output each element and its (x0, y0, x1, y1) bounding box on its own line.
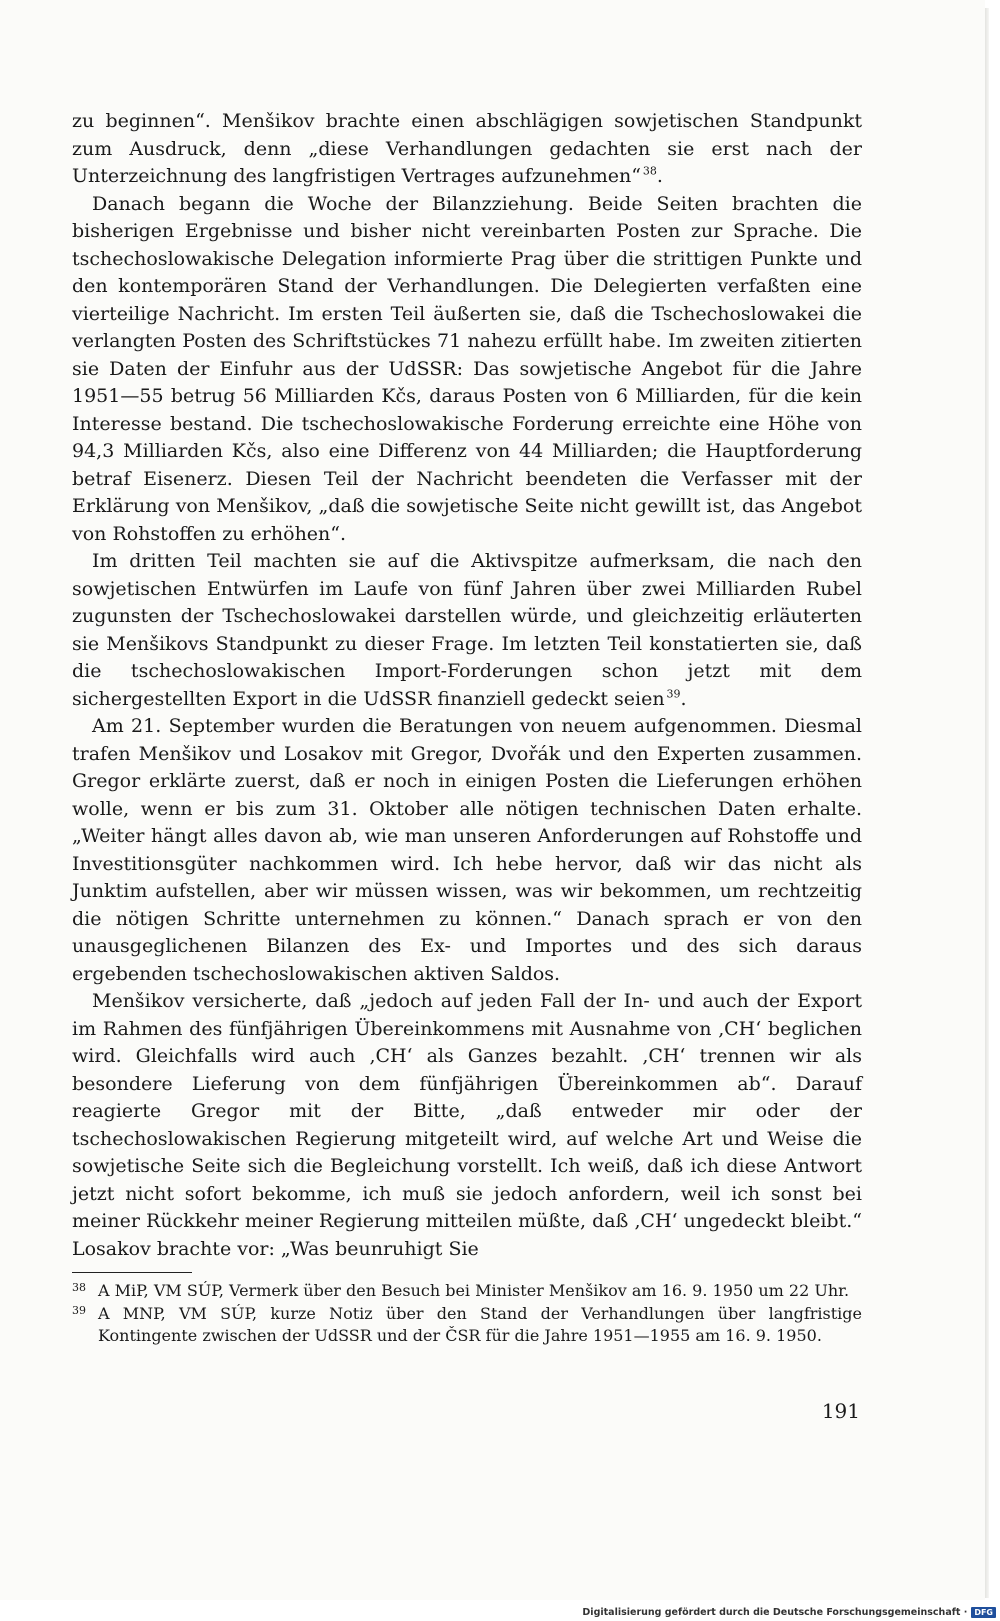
footnote-39 (72, 1303, 862, 1347)
body-text (72, 108, 862, 1263)
paragraph-3: Im dritten Teil machten sie auf die Aktivspitze aufmerksam, die nach den sowjetischen Entwürfen im Laufe von fünf Jahren über zwei Milliarden Rubel zugunsten der Tschechoslowakei darstellen würde, und gleichzeitig erläuterten sie Menšikovs Standpunkt zu dieser Frage. Im letzten Teil konstatierten sie, daß die tschechoslowakischen Import-Forderungen schon jetzt mit dem sichergestellten Export in die UdSSR finanziell gedeckt seien $^{39}$. (72, 550, 862, 710)
funding-banner-text: Digitalisierung gefördert durch die Deutsche Forschungsgemeinschaft · (582, 1606, 968, 1618)
paragraph-1: zu beginnen“. Menšikov brachte einen abschlägigen sowjetischen Standpunkt zum Ausdruck, denn „diese Verhandlungen gedachten sie erst nach der Unterzeichnung des langfristigen Vertrages aufzunehmen“ $^{38}$. (72, 110, 862, 187)
paragraph-3-text: Im dritten Teil machten sie auf die Aktivspitze aufmerksam, die nach den sowjetischen Entwürfen im Laufe von fünf Jahren über zwei Milliarden Rubel zugunsten der Tschechoslowakei darstellen würde, und gleichzeitig erläuterten sie Menšikovs Standpunkt zu dieser Frage. Im letzten Teil konstatierten sie, daß die tschechoslowakischen Import-Forderungen schon jetzt mit dem sichergestellten Export in die UdSSR finanziell gedeckt seien (72, 550, 862, 710)
paragraph-5: Menšikov versicherte, daß „jedoch auf jeden Fall der In- und auch der Export im Rahmen des fünfjährigen Übereinkommens mit Ausnahme von ‚CH‘ beglichen wird. Gleichfalls wird auch ‚CH‘ als Ganzes bezahlt. ‚CH‘ trennen wir als besondere Lieferung von dem fünfjährigen Übereinkommen ab“. Darauf reagierte Gregor mit der Bitte, „daß entweder mir oder der tschechoslowakischen Regierung mitgeteilt wird, auf welche Art und Weise die sowjetische Seite sich die Begleichung vorstellt. Ich weiß, daß ich diese Antwort jetzt nicht sofort bekomme, ich muß sie jedoch anfordern, weil ich sonst bei meiner Rückkehr meiner Regierung mitteilen müßte, daß ‚CH‘ ungedeckt bleibt.“ Losakov brachte vor: „Was beunruhigt Sie (72, 990, 862, 1260)
footnote-text: A MiP, VM SÚP, Vermerk über den Besuch bei Minister Menšikov am 16. 9. 1950 um 22 Uhr. (98, 1281, 850, 1300)
footnote-ref-38: 38 (642, 164, 657, 178)
footnote-text: A MNP, VM SÚP, kurze Notiz über den Stand der Verhandlungen über langfristige Kontingente zwischen der UdSSR und der ČSR für die Jahre 1951—1955 am 16. 9. 1950. (98, 1304, 862, 1345)
footnote-number: 39 (72, 1304, 86, 1317)
page-number: 191 (821, 1399, 860, 1423)
paragraph-2: Danach begann die Woche der Bilanzziehung. Beide Seiten brachten die bisherigen Ergebnisse und bisher nicht vereinbarten Posten zur Sprache. Die tschechoslowakische Delegation informierte Prag über die strittigen Punkte und den kontemporären Stand der Verhandlungen. Die Delegierten verfaßten eine vierteilige Nachricht. Im ersten Teil äußerten sie, daß die Tschechoslowakei die verlangten Posten des Schriftstückes 71 nahezu erfüllt habe. Im zweiten zitierten sie Daten der Einfuhr aus der UdSSR: Das sowjetische Angebot für die Jahre 1951—55 betrug 56 Milliarden Kčs, daraus Posten von 6 Milliarden, für die kein Interesse bestand. Die tschechoslowakische Forderung erreichte eine Höhe von 94,3 Milliarden Kčs, also eine Differenz von 44 Milliarden; die Hauptforderung betraf Eisenerz. Diesen Teil der Nachricht beendeten die Verfasser mit der Erklärung von Menšikov, „daß die sowjetische Seite nicht gewillt ist, das Angebot von Rohstoffen zu erhöhen“. (72, 192, 862, 545)
footnote-number: 38 (72, 1281, 86, 1294)
footnote-separator (72, 1272, 192, 1273)
footnotes (72, 1280, 862, 1348)
footnote-ref-39: 39 (666, 687, 681, 701)
paragraph-4: Am 21. September wurden die Beratungen von neuem aufgenommen. Diesmal trafen Menšikov und Losakov mit Gregor, Dvořák und den Experten zusammen. Gregor erklärte zuerst, daß er noch in einigen Posten die Lieferungen erhöhen wolle, wenn er bis zum 31. Oktober alle nötigen technischen Daten erhalte. „Weiter hängt alles davon ab, wie man unseren Anforderungen auf Rohstoffe und Investitionsgüter nachkommen wird. Ich hebe hervor, daß wir das nicht als Junktim aufstellen, aber wir müssen wissen, was wir bekommen, um rechtzeitig die nötigen Schritte unternehmen zu können.“ Danach sprach er von den unausgeglichenen Bilanzen des Ex- und Importes und des sich daraus ergebenden tschechoslowakischen aktiven Saldos. (72, 715, 862, 985)
page-edge (985, 8, 989, 1598)
footnote-38 (72, 1280, 862, 1302)
dfg-logo-icon: DFG (971, 1607, 996, 1618)
funding-banner (560, 1604, 996, 1620)
paragraph-1-text: zu beginnen“. Menšikov brachte einen abschlägigen sowjetischen Standpunkt zum Ausdruck, denn „diese Verhandlungen gedachten sie erst nach der Unterzeichnung des langfristigen Vertrages aufzunehmen“ (72, 110, 862, 187)
